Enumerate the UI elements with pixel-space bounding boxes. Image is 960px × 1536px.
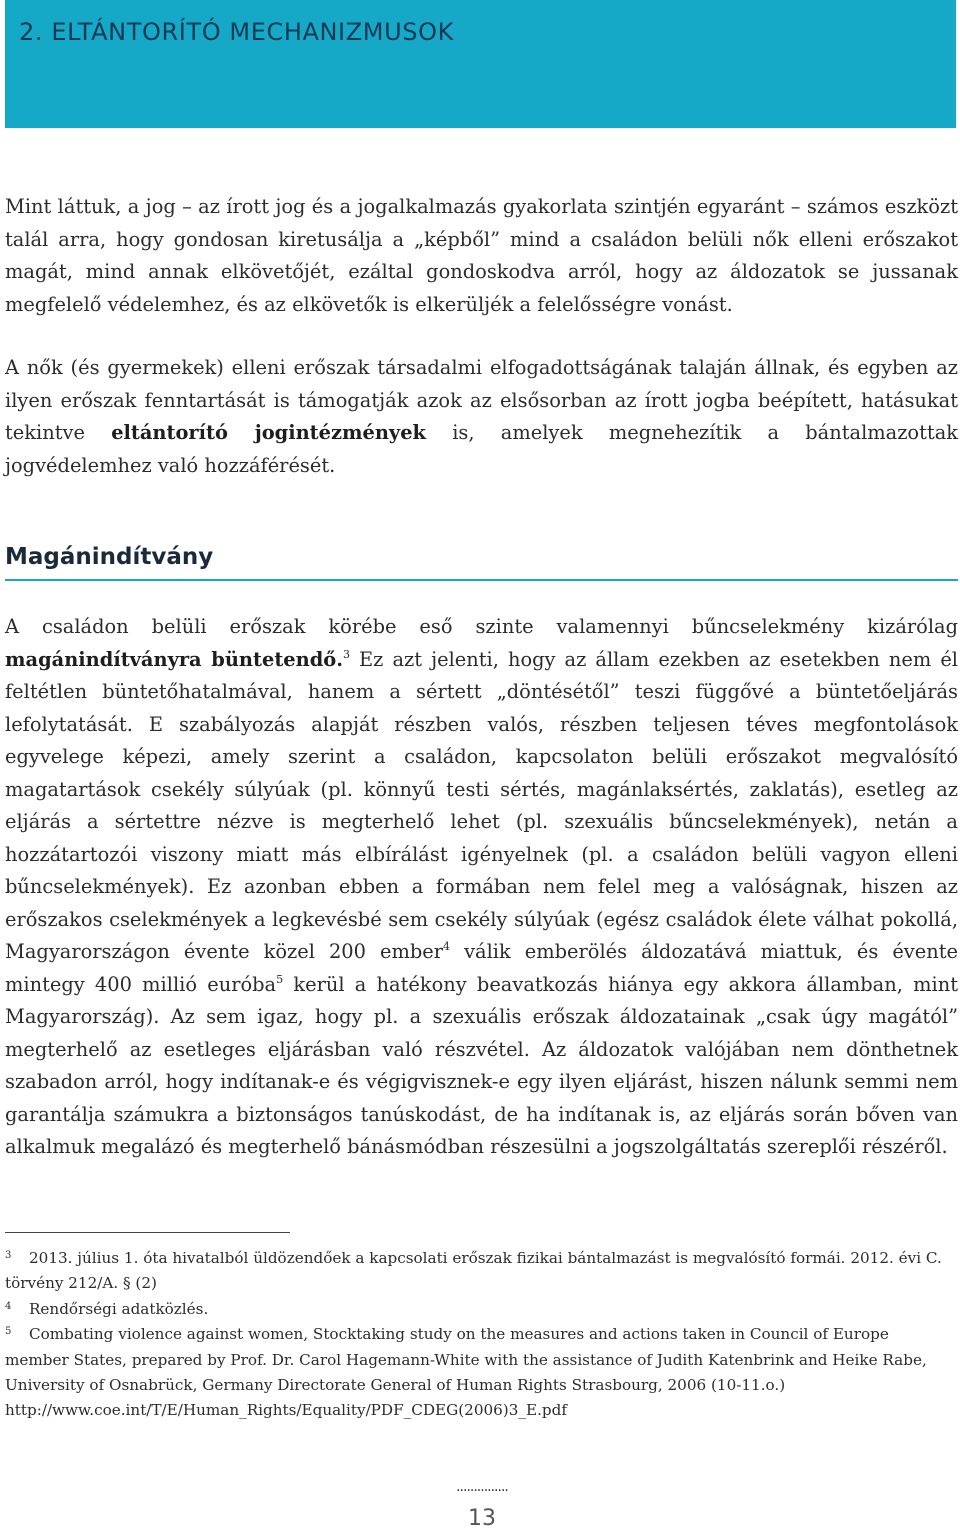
footnote-text: Combating violence against women, Stocktaking study on the measures and actions taken in Council of Europe member States, prepared by Prof. Dr. Carol Hagemann-White with the assistance of Judith Katenbrink and Heike Rabe, University of Osnabrück, Germany Directorate General of Human Rights Strasbourg, 2006 (10-11.o.) http://www.coe.int/T/E/Human_Rights/Equality/PDF_CDEG(2006)3_E.pdf <box>5 1325 927 1420</box>
sec-text-a: A családon belüli erőszak körébe eső szinte valamennyi bűncselekmény kizárólag <box>5 615 958 638</box>
chapter-title: 2. ELTÁNTORÍTÓ MECHANIZMUSOK <box>19 18 454 46</box>
footnote-divider <box>5 1232 290 1233</box>
section-divider <box>5 579 958 581</box>
footnote-5: 5 Combating violence against women, Stocktaking study on the measures and actions taken in Council of Europe member States, prepared by Prof. Dr. Carol Hagemann-White with the assistance of Judith Katenbrink and Heike Rabe, University of Osnabrück, Germany Directorate General of Human Rights Strasbourg, 2006 (10-11.o.) http://www.coe.int/T/E/Human_Rights/Equality/PDF_CDEG(2006)3_E.pdf <box>5 1325 927 1420</box>
footnote-3: 3 2013. július 1. óta hivatalból üldözendőek a kapcsolati erőszak fizikai bántalmazást is megvalósító formái. 2012. évi C. törvény 212/A. § (2) <box>5 1249 942 1293</box>
footnote-4: 4 Rendőrségi adatközlés. <box>5 1299 209 1318</box>
p2-text-a: A nők (és gyermekek) elleni erőszak társadalmi elfogadottságának talaján állnak, és egyben az ilyen erőszak fenntartását is támogatják azok az elsősorban az írott jogba beépített, hatásukat tekintve <box>5 356 958 444</box>
section-heading: Magánindítvány <box>5 544 214 570</box>
sec-text-d: kerül a hatékony beavatkozás hiánya egy akkora államban, mint Magyarország). Az sem igaz, hogy pl. a szexuális erőszak áldozatainak „csak úgy magától” megterhelő az esetleges eljárásban való részvétel. Az áldozatok valójában nem dönthetnek szabadon arról, hogy indítanak-e és végigvisznek-e egy ilyen eljárást, hiszen nálunk semmi nem garantálja számukra a biztonságos tanúskodást, de ha indítanak is, az eljárás során bőven van alkalmuk megalázó és megterhelő bánásmódban részesülni a jogszolgáltatás szereplői részéről. <box>5 972 958 1158</box>
second-paragraph <box>5 352 958 482</box>
page-number: 13 <box>468 1506 496 1531</box>
footnote-text: Rendőrségi adatközlés. <box>29 1299 209 1318</box>
chapter-banner <box>5 0 956 128</box>
sec-text-c: válik emberölés áldozatává miattuk, és évente mintegy 400 millió euróba <box>5 940 958 996</box>
intro-paragraph: Mint láttuk, a jog – az írott jog és a jogalkalmazás gyakorlata szintjén egyaránt – számos eszközt talál arra, hogy gondosan kiretusálja a „képből” mind a családon belüli nők elleni erőszakot magát, mind annak elkövetőjét, ezáltal gondoskodva arról, hogy az áldozatok se jussanak megfelelő védelemhez, és az elkövetők is elkerüljék a felelősségre vonást. <box>5 195 958 316</box>
footnotes <box>5 1246 955 1424</box>
footnote-ref-5[interactable]: 5 <box>276 972 284 986</box>
page-dots: ............... <box>456 1479 508 1495</box>
footnote-text: 2013. július 1. óta hivatalból üldözendőek a kapcsolati erőszak fizikai bántalmazást is megvalósító formái. 2012. évi C. törvény 212/A. § (2) <box>5 1249 942 1293</box>
footnote-ref-3[interactable]: 3 <box>342 647 350 661</box>
p2-bold-term: eltántorító jogintézmények <box>111 421 426 444</box>
sec-text-b: Ez azt jelenti, hogy az állam ezekben az esetekben nem él feltétlen büntetőhatalmával, hanem a sértett „döntésétől” teszi függővé a büntetőeljárás lefolytatását. E szabályozás alapját részben valós, részben teljesen téves megfontolások egyvelege képezi, amely szerint a családon, kapcsolaton belüli erőszakot megvalósító magatartások csekély súlyúak (pl. könnyű testi sértés, magánlaksértés, zaklatás), esetleg az eljárás a sértettre nézve is megterhelő lehet (pl. szexuális bűncselekmények), netán a hozzátartozói viszony miatt más elbírálást igényelnek (pl. a családon belüli vagyon elleni bűncselekmények). Ez azonban ebben a formában nem felel meg a valóságnak, hiszen az erőszakos cselekmények a legkevésbé sem csekély súlyúak (egész családok élete válhat pokollá, Magyarországon évente közel 200 ember <box>5 647 958 963</box>
footnote-ref-4[interactable]: 4 <box>443 940 451 953</box>
p2-text-b: is, amelyek megnehezítik a bántalmazottak jogvédelemhez való hozzáférését. <box>5 421 958 477</box>
sec-bold-term: magánindítványra büntetendő. <box>5 647 343 671</box>
section-paragraph <box>5 611 958 1164</box>
